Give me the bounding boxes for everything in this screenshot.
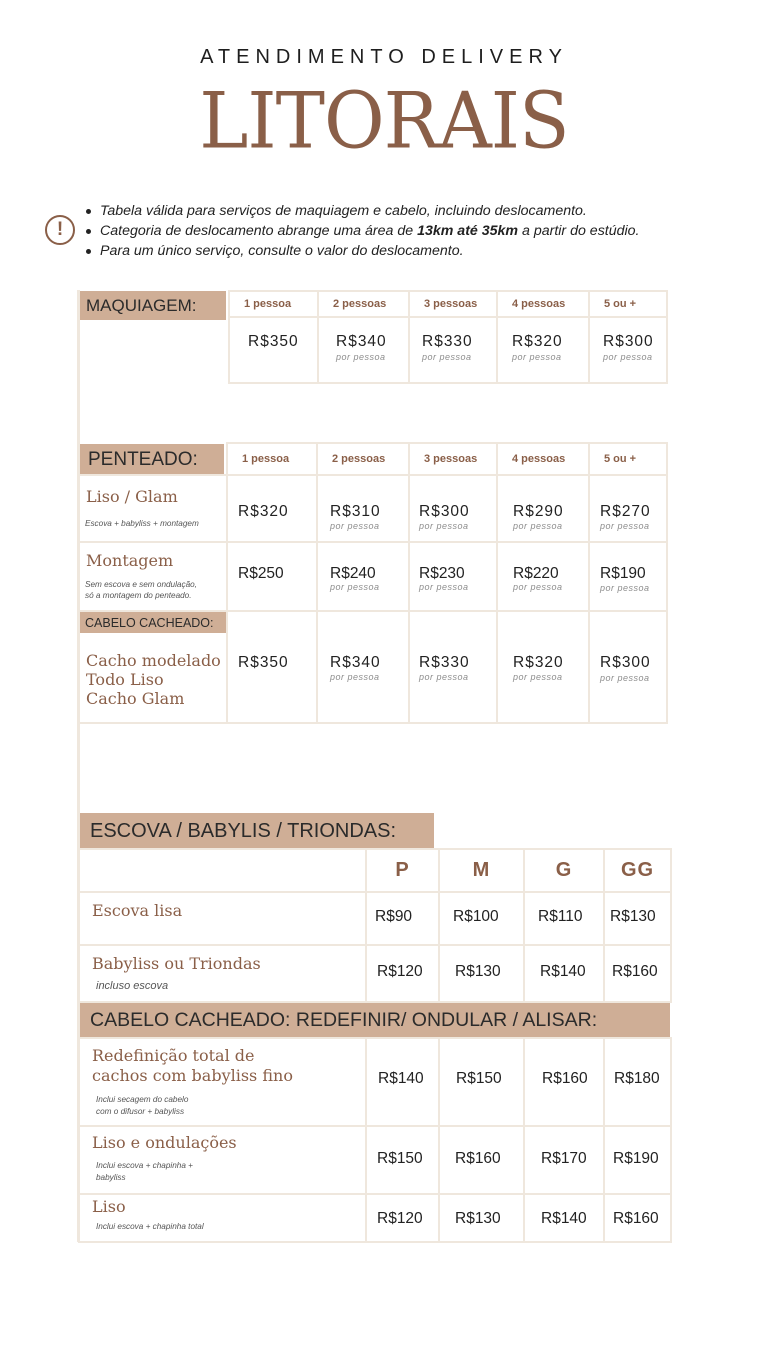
price-value: R$100 [453,908,499,925]
service-description: Sem escova e sem ondulação, [85,580,197,589]
price-value: R$130 [455,963,501,980]
per-person-label: por pessoa [513,582,563,592]
section-label-cabelo-cacheado-redefinir: CABELO CACHEADO: REDEFINIR/ ONDULAR / ALISAR: [80,1003,670,1038]
price-value: R$350 [238,654,289,671]
service-description: Escova + babyliss + montagem [85,519,199,528]
price-value: R$140 [378,1070,424,1087]
per-person-label: por pessoa [330,582,380,592]
price-value: R$130 [455,1210,501,1227]
size-header-m: M [438,848,525,893]
price-value: R$320 [238,503,289,520]
section-label-maquiagem: MAQUIAGEM: [80,291,226,320]
service-description: com o difusor + babyliss [96,1107,185,1116]
service-name: Babyliss ou Triondas [92,954,261,973]
header-1-pessoa: 1 pessoa [228,290,319,318]
price-value: R$220 [513,565,559,582]
price-value: R$320 [512,333,563,350]
page-title: LITORAIS [199,75,569,167]
service-name: Montagem [86,551,174,570]
price-value: R$160 [542,1070,588,1087]
price-value: R$320 [513,654,564,671]
per-person-label: por pessoa [419,672,469,682]
per-person-label: por pessoa [512,352,562,362]
price-value: R$310 [330,503,381,520]
header-2-pessoas: 2 pessoas [316,442,410,476]
page-subtitle: ATENDIMENTO DELIVERY [200,46,568,68]
service-description: babyliss [96,1173,126,1182]
service-description: incluso escova [96,980,169,992]
per-person-label: por pessoa [513,672,563,682]
service-description: só a montagem do penteado. [85,591,192,600]
note-item: Tabela válida para serviços de maquiagem e cabelo, incluindo deslocamento. [86,201,756,221]
per-person-label: por pessoa [330,521,380,531]
price-value: R$330 [419,654,470,671]
size-header-gg: GG [603,848,672,893]
header-3-pessoas: 3 pessoas [408,290,498,318]
service-name: Redefinição total de [92,1046,255,1065]
header-4-pessoas: 4 pessoas [496,442,590,476]
per-person-label: por pessoa [330,672,380,682]
per-person-label: por pessoa [600,521,650,531]
price-value: R$300 [603,333,654,350]
header-4-pessoas: 4 pessoas [496,290,590,318]
section-label-cabelo-cacheado: CABELO CACHEADO: [80,612,226,633]
service-description: Inclui escova + chapinha + [96,1161,193,1170]
note-item: Para um único serviço, consulte o valor do deslocamento. [86,241,756,261]
service-cell [78,944,367,1003]
price-value: R$120 [377,963,423,980]
price-value: R$90 [375,908,413,925]
service-name: Cacho modelado [86,651,221,670]
price-value: R$330 [422,333,473,350]
service-name: cachos com babyliss fino [92,1066,293,1085]
price-value: R$110 [538,908,583,925]
per-person-label: por pessoa [603,352,653,362]
size-header-g: G [523,848,605,893]
price-value: R$140 [541,1210,587,1227]
header-1-pessoa: 1 pessoa [226,442,318,476]
header-5-ou-mais: 5 ou + [588,442,668,476]
price-value: R$290 [513,503,564,520]
price-value: R$270 [600,503,651,520]
service-cell [78,474,228,543]
per-person-label: por pessoa [419,521,469,531]
price-value: R$300 [419,503,470,520]
per-person-label: por pessoa [513,521,563,531]
header-2-pessoas: 2 pessoas [317,290,410,318]
price-value: R$130 [610,908,656,925]
price-value: R$140 [540,963,586,980]
service-name: Liso [92,1197,126,1216]
per-person-label: por pessoa [600,583,650,593]
price-value: R$150 [456,1070,502,1087]
price-value: R$160 [455,1150,501,1167]
service-description: Inclui secagem do cabelo [96,1095,189,1104]
price-value: R$160 [613,1210,659,1227]
price-value: R$300 [600,654,651,671]
price-value: R$170 [541,1150,587,1167]
service-name: Liso / Glam [86,487,178,506]
service-name: Todo Liso [86,670,164,689]
price-value: R$190 [613,1150,659,1167]
price-value: R$150 [377,1150,423,1167]
section-label-escova: ESCOVA / BABYLIS / TRIONDAS: [80,813,434,849]
price-value: R$180 [614,1070,660,1087]
price-value: R$240 [330,565,376,582]
service-name: Cacho Glam [86,689,185,708]
header-5-ou-mais: 5 ou + [588,290,668,318]
per-person-label: por pessoa [336,352,386,362]
notes-list [86,201,756,261]
per-person-label: por pessoa [419,582,469,592]
price-value: R$160 [612,963,658,980]
per-person-label: por pessoa [422,352,472,362]
price-value: R$230 [419,565,465,582]
service-description: Inclui escova + chapinha total [96,1222,204,1231]
note-item: Categoria de deslocamento abrange uma área de 13km até 35km a partir do estúdio. [86,221,756,241]
size-header-p: P [365,848,440,893]
price-value: R$340 [330,654,381,671]
price-value: R$350 [248,333,299,350]
service-name: Escova lisa [92,901,183,920]
price-value: R$120 [377,1210,423,1227]
price-value: R$190 [600,565,646,582]
price-value: R$250 [238,565,284,582]
exclamation-icon: ! [45,215,75,245]
service-name: Liso e ondulações [92,1133,237,1152]
price-value: R$340 [336,333,387,350]
per-person-label: por pessoa [600,673,650,683]
header-3-pessoas: 3 pessoas [408,442,498,476]
section-label-penteado: PENTEADO: [80,444,224,475]
header-empty-cell [78,848,367,893]
